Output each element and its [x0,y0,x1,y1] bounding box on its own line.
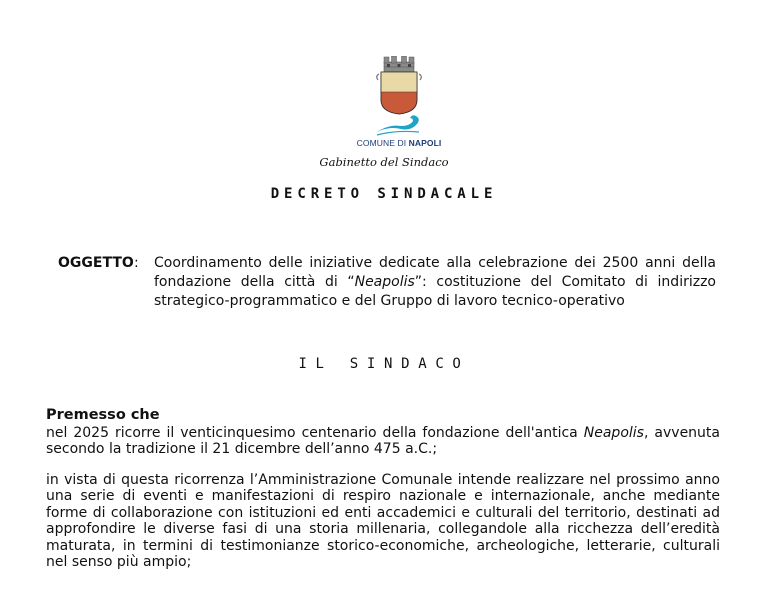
city-logo [352,56,446,148]
subject-colon: : [134,255,139,271]
issuer-title: IL SINDACO [298,356,470,372]
city-logo-text: COMUNE DI NAPOLI [356,138,442,148]
document-type-title: DECRETO SINDACALE [270,186,498,202]
premise-paragraph-1: nel 2025 ricorre il venticinquesimo centenario della fondazione dell'antica Neapolis, avvenuta secondo la tradizione il 21 dicembre dell’anno 475 a.C.; [46,424,720,457]
subject-text: Coordinamento delle iniziative dedicate alla celebrazione dei 2500 anni della fondazione della città di “Neapolis”: costituzione del Comitato di indirizzo strategico-programmatico e del Gruppo di lavoro tecnico-operativo [154,255,716,309]
premise-paragraph-2: in vista di questa ricorrenza l’Amministrazione Comunale intende realizzare nel prossimo anno una serie di eventi e manifestazioni di respiro nazionale e internazionale, anche mediante forme di collaborazione con istituzioni ed enti accademici e culturali del territorio, destinati ad approfondire le diverse fasi di una storia millenaria, collegandole alla ricchezza dell’eredità maturata, in termini di testimonianze storico-economiche, archeologiche, letterarie, culturali nel senso più ampio; [46,471,720,570]
premises-section [46,407,720,585]
premises-heading: Premesso che [46,407,160,423]
subject-label: OGGETTO [58,255,134,271]
office-name: Gabinetto del Sindaco [319,155,449,169]
coat-of-arms-icon [375,56,423,138]
